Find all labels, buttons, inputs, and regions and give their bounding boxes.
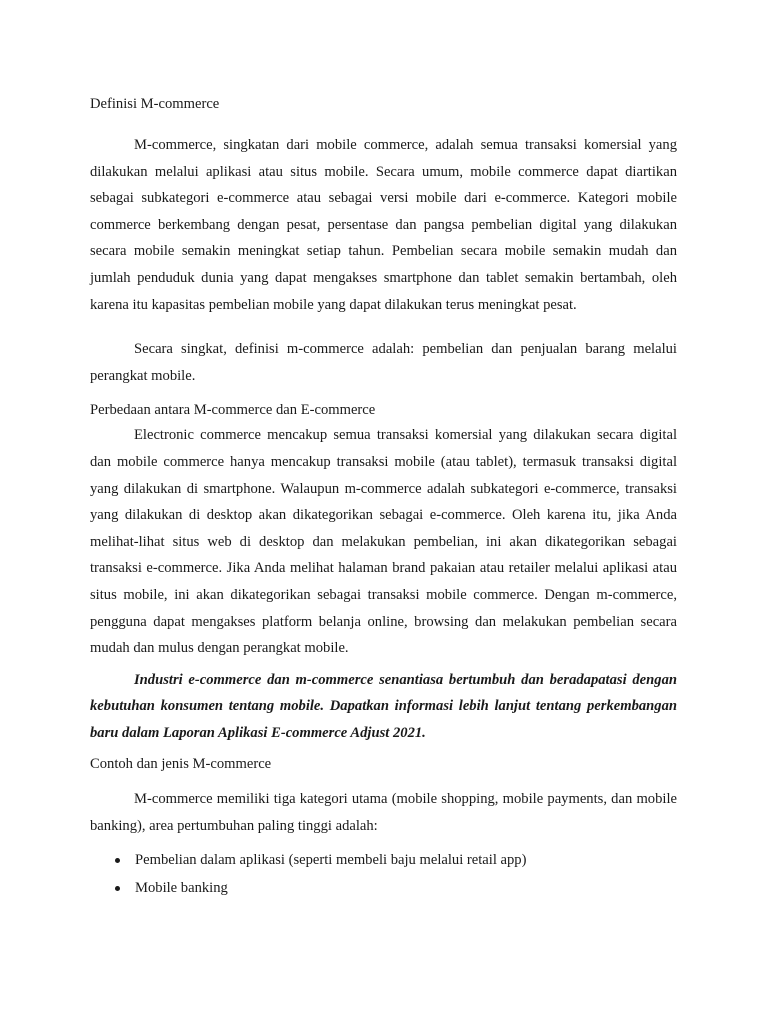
paragraph-contoh-1: M-commerce memiliki tiga kategori utama (mobile shopping, mobile payments, dan mobile banking), area pertumbuhan paling tinggi adalah: xyxy=(90,791,677,835)
list-item-text: Pembelian dalam aplikasi (seperti membeli baju melalui retail app) xyxy=(135,851,527,868)
bullet-icon xyxy=(115,886,120,891)
paragraph-definisi-2: Secara singkat, definisi m-commerce adalah: pembelian dan penjualan barang melalui perangkat mobile. xyxy=(90,341,677,384)
paragraph-perbedaan-1: Electronic commerce mencakup semua transaksi komersial yang dilakukan secara digital dan mobile commerce hanya mencakup transaksi mobile (atau tablet), termasuk transaksi digital yang dilakukan di smartphone. Walaupun m-commerce adalah subkategori e-commerce, transaksi yang dilakukan di desktop akan dikategorikan sebagai e-commerce. Oleh karena itu, jika Anda melihat-lihat situs web di desktop dan melakukan pembelian, ini akan dikategorikan sebagai transaksi e-commerce. Jika Anda melihat halaman brand pakaian atau retailer melalui aplikasi atau situs mobile, ini akan dikategorikan sebagai transaksi mobile commerce. Dengan m-commerce, pengguna dapat mengakses platform belanja online, browsing dan melakukan pembelian secara mudah dan mulus dengan perangkat mobile. xyxy=(90,427,677,657)
section-heading-contoh: Contoh dan jenis M-commerce xyxy=(90,756,272,773)
section-heading-definisi: Definisi M-commerce xyxy=(90,96,220,112)
callout-paragraph: Industri e-commerce dan m-commerce senantiasa bertumbuh dan beradapatasi dengan kebutuhan konsumen tentang mobile. Dapatkan informasi lebih lanjut tentang perkembangan baru dalam Laporan Aplikasi E-commerce Adjust 2021. xyxy=(90,671,677,741)
paragraph-definisi-1: M-commerce, singkatan dari mobile commerce, adalah semua transaksi komersial yang dilakukan melalui aplikasi atau situs mobile. Secara umum, mobile commerce dapat diartikan sebagai subkategori e-commerce atau sebagai versi mobile dari e-commerce. Kategori mobile commerce berkembang dengan pesat, persentase dan pangsa pembelian digital yang dilakukan secara mobile semakin meningkat setiap tahun. Pembelian secara mobile semakin mudah dan jumlah penduduk dunia yang dapat mengakses smartphone dan tablet semakin bertambah, oleh karena itu kapasitas pembelian mobile yang dapat dilakukan terus meningkat pesat. xyxy=(90,137,677,313)
bullet-list xyxy=(90,846,677,902)
section-heading-perbedaan: Perbedaan antara M-commerce dan E-commerce xyxy=(90,402,376,419)
list-item xyxy=(90,874,677,902)
list-item xyxy=(90,846,677,874)
list-item-text: Mobile banking xyxy=(135,879,228,896)
bullet-icon xyxy=(115,858,120,863)
